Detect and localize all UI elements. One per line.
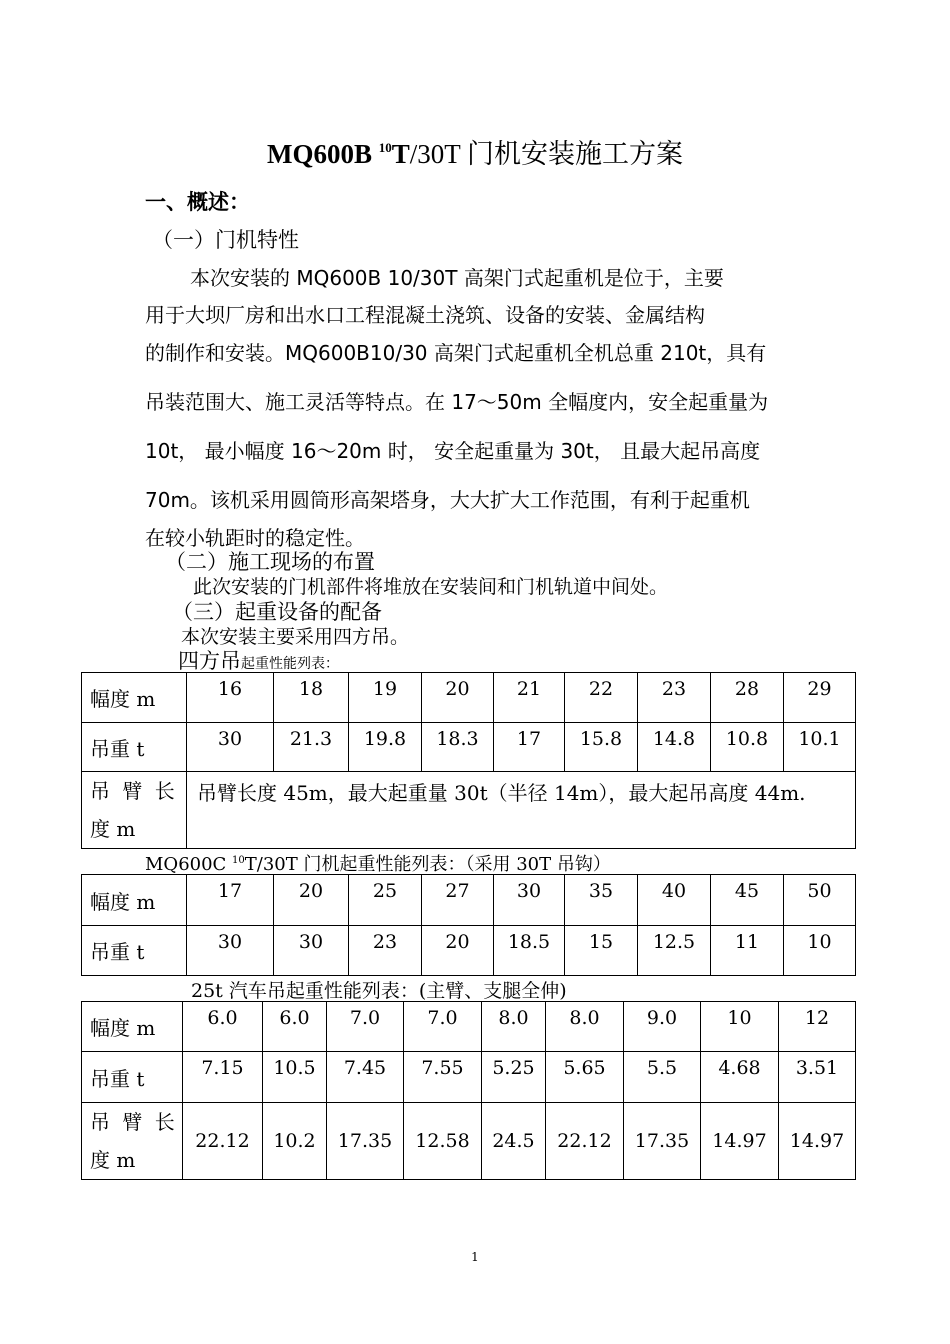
table-row xyxy=(82,926,856,976)
table-cell: 12.58 xyxy=(404,1103,482,1180)
page-number: 1 xyxy=(471,1250,479,1264)
table-cell: 22.12 xyxy=(183,1103,263,1180)
table-cell: 7.0 xyxy=(404,1002,482,1052)
table-row xyxy=(82,673,856,723)
title-t: T xyxy=(391,139,410,169)
table-cell: 35 xyxy=(565,875,638,926)
crane-performance-table-1 xyxy=(81,672,856,849)
row-label: 幅度 m xyxy=(82,673,187,723)
table-cell: 8.0 xyxy=(482,1002,546,1052)
table-cell: 40 xyxy=(638,875,711,926)
table-cell: 4.68 xyxy=(701,1052,779,1103)
table-row xyxy=(82,1103,856,1180)
row-label: 吊重 t xyxy=(82,926,187,976)
table-cell: 25 xyxy=(349,875,422,926)
table-row xyxy=(82,723,856,772)
table1-caption xyxy=(178,645,339,675)
table-cell: 5.5 xyxy=(624,1052,701,1103)
table-cell: 9.0 xyxy=(624,1002,701,1052)
table-cell: 18.3 xyxy=(422,723,494,772)
table-cell: 8.0 xyxy=(546,1002,624,1052)
row-label: 幅度 m xyxy=(82,1002,183,1052)
row-label: 幅度 m xyxy=(82,875,187,926)
table-cell: 45 xyxy=(711,875,784,926)
site-layout-text: 此次安装的门机部件将堆放在安装间和门机轨道中间处。 xyxy=(193,576,669,598)
table-cell: 30 xyxy=(494,875,565,926)
table-cell: 24.5 xyxy=(482,1103,546,1180)
paragraph-line: 在较小轨距时的稳定性。 xyxy=(145,526,365,550)
table-cell: 21.3 xyxy=(274,723,349,772)
table-cell: 20 xyxy=(274,875,349,926)
table2-caption xyxy=(145,850,611,876)
table-cell: 16 xyxy=(187,673,274,723)
table-cell: 21 xyxy=(494,673,565,723)
table2-caption-b: T/30T 门机起重性能列表：（采用 30T 吊钩） xyxy=(244,854,611,875)
row-label-part: 吊 臂 长 xyxy=(90,1110,178,1134)
crane-performance-table-2 xyxy=(81,874,856,976)
table-cell: 30 xyxy=(274,926,349,976)
paragraph-line: 70m。该机采用圆筒形高架塔身，大大扩大工作范围，有利于起重机 xyxy=(145,488,750,512)
table-cell: 14.8 xyxy=(638,723,711,772)
paragraph-line: 本次安装的 MQ600B 10/30T 高架门式起重机是位于，主要 xyxy=(190,266,724,290)
table2-caption-a: MQ600C xyxy=(145,854,233,875)
table-cell: 17 xyxy=(187,875,274,926)
truck-crane-performance-table xyxy=(81,1001,856,1180)
title-main: MQ600B xyxy=(266,139,379,169)
section-heading-overview: 一、概述： xyxy=(145,189,250,214)
table-cell: 7.15 xyxy=(183,1052,263,1103)
table-cell: 3.51 xyxy=(779,1052,856,1103)
table-cell: 20 xyxy=(422,673,494,723)
paragraph-line: 的制作和安装。MQ600B10/30 高架门式起重机全机总重 210t，具有 xyxy=(145,341,767,365)
lifting-equipment-text: 本次安装主要采用四方吊。 xyxy=(181,626,410,648)
table-cell: 50 xyxy=(784,875,856,926)
table-cell: 30 xyxy=(187,723,274,772)
row-label-part: 度 m xyxy=(90,817,136,841)
table-cell: 28 xyxy=(711,673,784,723)
title-rest: /30T 门机安装施工方案 xyxy=(409,139,684,169)
table-cell: 20 xyxy=(422,926,494,976)
title-sup: 10 xyxy=(378,140,392,155)
paragraph-line: 吊装范围大、施工灵活等特点。在 17～50m 全幅度内，安全起重量为 xyxy=(145,390,769,414)
table-cell: 10.5 xyxy=(263,1052,327,1103)
subheading-lifting-equipment: （三）起重设备的配备 xyxy=(172,600,382,624)
row-label-part: 度 m xyxy=(90,1148,136,1172)
table2-caption-sup: 10 xyxy=(232,855,245,866)
row-label xyxy=(82,772,187,849)
table-cell: 14.97 xyxy=(701,1103,779,1180)
table-row xyxy=(82,772,856,849)
table-cell: 10.8 xyxy=(711,723,784,772)
table-cell: 17.35 xyxy=(327,1103,404,1180)
table-cell: 19 xyxy=(349,673,422,723)
table-cell: 6.0 xyxy=(183,1002,263,1052)
table-cell: 23 xyxy=(349,926,422,976)
table-cell: 17.35 xyxy=(624,1103,701,1180)
table-row xyxy=(82,1052,856,1103)
table-cell: 22.12 xyxy=(546,1103,624,1180)
table-cell: 7.45 xyxy=(327,1052,404,1103)
table1-caption-sub: 起重性能列表： xyxy=(241,656,339,672)
table-cell: 22 xyxy=(565,673,638,723)
table-cell: 19.8 xyxy=(349,723,422,772)
table-cell: 15.8 xyxy=(565,723,638,772)
paragraph-line: 10t， 最小幅度 16～20m 时， 安全起重量为 30t， 且最大起吊高度 xyxy=(145,439,761,463)
table-cell: 23 xyxy=(638,673,711,723)
table-cell: 12 xyxy=(779,1002,856,1052)
table-cell: 14.97 xyxy=(779,1103,856,1180)
table-cell: 27 xyxy=(422,875,494,926)
table-cell: 15 xyxy=(565,926,638,976)
table-cell: 30 xyxy=(187,926,274,976)
table-cell: 10 xyxy=(701,1002,779,1052)
table3-caption: 25t 汽车吊起重性能列表：(主臂、支腿全伸) xyxy=(191,980,567,1002)
row-label xyxy=(82,1103,183,1180)
table-row xyxy=(82,875,856,926)
row-label-part: 吊 臂 长 xyxy=(90,779,178,803)
table-cell: 17 xyxy=(494,723,565,772)
table-cell: 7.0 xyxy=(327,1002,404,1052)
table-cell: 10 xyxy=(784,926,856,976)
table-cell: 12.5 xyxy=(638,926,711,976)
subheading-crane-features: （一）门机特性 xyxy=(152,228,299,252)
table-cell: 10.1 xyxy=(784,723,856,772)
table-cell: 18.5 xyxy=(494,926,565,976)
table1-caption-main: 四方吊 xyxy=(178,649,241,673)
table-cell: 11 xyxy=(711,926,784,976)
table-cell: 18 xyxy=(274,673,349,723)
table-cell: 5.25 xyxy=(482,1052,546,1103)
row-label: 吊重 t xyxy=(82,1052,183,1103)
table-cell: 5.65 xyxy=(546,1052,624,1103)
subheading-site-layout: （二）施工现场的布置 xyxy=(165,550,375,574)
table-cell: 10.2 xyxy=(263,1103,327,1180)
row-label: 吊重 t xyxy=(82,723,187,772)
table-cell: 29 xyxy=(784,673,856,723)
table-cell: 6.0 xyxy=(263,1002,327,1052)
page-title xyxy=(0,132,950,171)
table-cell: 7.55 xyxy=(404,1052,482,1103)
table-merged-cell: 吊臂长度 45m，最大起重量 30t（半径 14m），最大起吊高度 44m. xyxy=(187,772,856,849)
table-row xyxy=(82,1002,856,1052)
paragraph-line: 用于大坝厂房和出水口工程混凝土浇筑、设备的安装、金属结构 xyxy=(145,303,705,327)
